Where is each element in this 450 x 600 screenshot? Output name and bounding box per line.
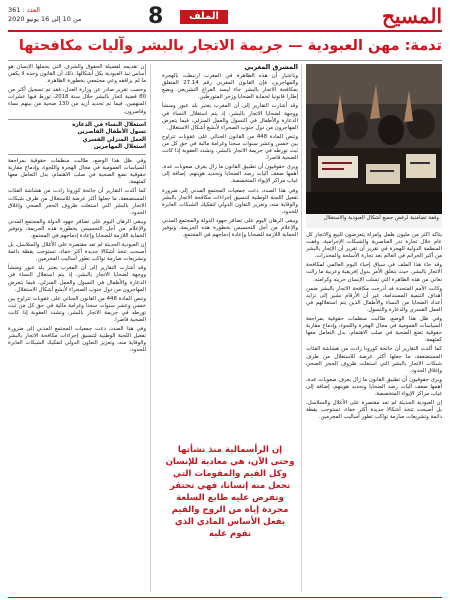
headline-kicker: تدمة: مهن العبودية <box>307 38 442 54</box>
col2-paragraph: وتنص المادة 448 من القانون الجنائي على عقوبات تتراوح بين خمس وعشر سنوات سجنا وغرامة مالية في حق كل من ثبت تورطه في جريمة الاتجار بالبشر، وتشدد العقوبة إذا كانت الضحية قاصرا. <box>162 133 298 162</box>
issue-info <box>8 6 81 24</box>
pull-quote-text: إن الرأسمالية منذ نشأتها وحتى الآن، هي معادية للإنسان وكل القيم والمقومات التي تجعل منه إنسانا، فهي تحتقر وتفرض عليه طابع السلعة مجردة إياه من الروح والقيم بفعل الأساس المادي الذي تقوم عليه <box>165 445 295 539</box>
forms-list-item: تسول الأطفال القاصرين <box>77 129 146 136</box>
col1-paragraph: ويرى حقوقيون أن تطبيق القانون ما زال يعرف صعوبات عدة، أهمها ضعف آليات رصد الضحايا وتحديد هويتهم، إضافة إلى غياب مراكز الإيواء المتخصصة. <box>306 376 442 397</box>
headline-band <box>8 36 442 58</box>
article-column-2 <box>162 64 298 436</box>
forms-list-item: استغلال المهاجرين <box>93 144 146 151</box>
article-column-1 <box>306 232 442 592</box>
protest-photo-icon <box>306 64 442 214</box>
photo-caption: وقفة تضامنية لرفض جميع أشكال العبودية والاستغلال <box>306 214 442 228</box>
masthead <box>8 4 442 30</box>
page-footer-rule <box>8 597 442 598</box>
col2-paragraph: وباعتبار أن هذه الظاهرة في المغرب ارتبطت بالهجرة والمهاجرين، فإن القانون المغربي رقم 27.14 المتعلق بمكافحة الاتجار بالبشر جاء ليسد الفراغ التشريعي ويضع إطارا قانونيا لحماية الضحايا وزجر المتورطين. <box>162 73 298 101</box>
col3-paragraph: وفي هذا الصدد، دعت جمعيات المجتمع المدني إلى ضرورة تفعيل اللجنة الوطنية لتنسيق إجراءات مكافحة الاتجار بالبشر والوقاية منه، وتعزيز التعاون الدولي لتفكيك الشبكات العابرة للحدود. <box>8 326 146 354</box>
headline-rest: — جريمة الاتجار بالبشر وآليات مكافحتها <box>18 38 308 54</box>
issue-date: من 10 إلى 16 يونيو 2020 <box>8 15 82 23</box>
col1-paragraph: إن العبودية الحديثة لم تعد مقتصرة على الأغلال والسلاسل، بل أصبحت تتخذ أشكالا جديدة أكثر خفاء، تستوجب يقظة دائمة وتشريعات صارمة تواكب تطور أساليب المجرمين. <box>306 400 442 421</box>
col3-paragraph: وفي ظل هذا الوضع، طالبت منظمات حقوقية بمراجعة السياسات العمومية في مجال الهجرة واللجوء، وإدماج مقاربة حقوقية تضع الضحية في صلب الاهتمام، بدل التعامل معها كمتهمة. <box>8 158 146 186</box>
pull-quote <box>162 440 298 592</box>
col3-paragraph: ويبقى الرهان اليوم على تضافر جهود الدولة والمجتمع المدني والإعلام من أجل التحسيس بخطورة هذه الجريمة، وتوفير الحماية اللازمة للضحايا وإعادة إدماجهم في المجتمع. <box>8 218 146 239</box>
headline-rule <box>8 60 442 61</box>
col1-paragraph: كما أكدت التقارير أن جائحة كورونا زادت من هشاشة الفئات المستضعفة، ما جعلها أكثر عرضة للاستغلال من طرف شبكات الاتجار بالبشر التي استغلت ظروف الحجر الصحي وإغلاق الحدود. <box>306 346 442 374</box>
col1-paragraph: وقد جاء هذا الملف في سياق إحياء اليوم العالمي لمكافحة الاتجار بالبشر، حيث يتعلق الأمر بدول إفريقية وعربية ما زالت تعاني من هذه الظاهرة التي تسلب الإنسان حريته وكرامته. <box>306 262 442 283</box>
column-divider <box>301 64 302 592</box>
section-tag: الملف <box>180 10 228 24</box>
col2-paragraph: ويرى حقوقيون أن تطبيق القانون ما زال يعرف صعوبات عدة، أهمها ضعف آليات رصد الضحايا وتحديد هويتهم، إضافة إلى غياب مراكز الإيواء المتخصصة. <box>162 164 298 185</box>
page-number: 8 <box>148 4 164 29</box>
forms-list-box <box>8 119 146 155</box>
forms-list-item: استغلال النساء في الدعارة <box>72 121 146 128</box>
article-photo <box>306 64 442 214</box>
col3-paragraph: وحسب تقرير صادر عن وزارة العدل، فقد تم تسجيل أكثر من 80 قضية اتجار بالبشر خلال سنة 2018، تورط فيها عشرات المتهمين، فيما تم تحديد أزيد من 130 ضحية من بينهم نساء وقاصرون. <box>8 87 146 115</box>
col2-paragraph: وفي هذا الصدد، دعت جمعيات المجتمع المدني إلى ضرورة تفعيل اللجنة الوطنية لتنسيق إجراءات مكافحة الاتجار بالبشر والوقاية منه، وتعزيز التعاون الدولي لتفكيك الشبكات العابرة للحدود. <box>162 187 298 215</box>
col1-paragraph: وكانت الأمم المتحدة قد أدرجت مكافحة الاتجار بالبشر ضمن أهداف التنمية المستدامة، غير أن الأرقام تشير إلى تزايد أعداد الضحايا من النساء والأطفال الذين يتم استغلالهم في العمل القسري والدعارة والتسول. <box>306 285 442 313</box>
article-headline <box>19 36 442 56</box>
newspaper-logo: المسيح <box>382 4 442 28</box>
byline: المشرق المغربي <box>244 64 298 71</box>
masthead-rule <box>8 30 442 32</box>
col2-paragraph: وقد أشارت التقارير إلى أن المغرب يعتبر بلد عبور ومنشأ ووجهة لضحايا الاتجار بالبشر، إذ يتم استغلال النساء في الدعارة والأطفال في التسول والعمل المنزلي، فيما يتعرض المهاجرون من دول جنوب الصحراء لأبشع أشكال الاستغلال. <box>162 103 298 131</box>
column-divider <box>150 64 151 592</box>
article-column-3 <box>8 64 146 592</box>
col1-paragraph: يتأكد أكثر من مليون طفل وامرأة يتعرضون للبيع والاتجار كل عام خلال تجارة تدر العناصرية والشبكات الإجرامية، وقفت المنظمة الدولية للهجرة في تقرير أن تقرير أن الإتجار بالبشر من أكبر الجرائم في العالم بعد تجارة الأسلحة والمخدرات. <box>306 232 442 260</box>
col3-paragraph: وقد أشارت التقارير إلى أن المغرب يعتبر بلد عبور ومنشأ ووجهة لضحايا الاتجار بالبشر، إذ يتم استغلال النساء في الدعارة والأطفال في التسول والعمل المنزلي، فيما يتعرض المهاجرون من دول جنوب الصحراء لأبشع أشكال الاستغلال. <box>8 265 146 293</box>
col3-paragraph: كما أكدت التقارير أن جائحة كورونا زادت من هشاشة الفئات المستضعفة، ما جعلها أكثر عرضة للاستغلال من طرف شبكات الاتجار بالبشر التي استغلت ظروف الحجر الصحي وإغلاق الحدود. <box>8 188 146 216</box>
forms-list-item: العمل المنزلي القسري <box>82 136 146 143</box>
issue-label: العدد : <box>22 6 40 14</box>
col1-paragraph: وفي ظل هذا الوضع، طالبت منظمات حقوقية بمراجعة السياسات العمومية في مجال الهجرة واللجوء، وإدماج مقاربة حقوقية تضع الضحية في صلب الاهتمام، بدل التعامل معها كمتهمة. <box>306 316 442 344</box>
issue-number: 361 <box>8 6 21 14</box>
col3-paragraph: وتنص المادة 448 من القانون الجنائي على عقوبات تتراوح بين خمس وعشر سنوات سجنا وغرامة مالية في حق كل من ثبت تورطه في جريمة الاتجار بالبشر، وتشدد العقوبة إذا كانت الضحية قاصرا. <box>8 295 146 323</box>
col2-paragraph: ويبقى الرهان اليوم على تضافر جهود الدولة والمجتمع المدني والإعلام من أجل التحسيس بخطورة هذه الجريمة، وتوفير الحماية اللازمة للضحايا وإعادة إدماجهم في المجتمع. <box>162 217 298 239</box>
col3-paragraph: إن العبودية الحديثة لم تعد مقتصرة على الأغلال والسلاسل، بل أصبحت تتخذ أشكالا جديدة أكثر خفاء، تستوجب يقظة دائمة وتشريعات صارمة تواكب تطور أساليب المجرمين. <box>8 242 146 263</box>
col3-paragraph: إن تقديمه لفضيلة الحقوق والشرف التي يحملها الإنسان هو أساس نبذ العبودية بكل أشكالها، ذلك أن القانون وحده لا يكفي ما لم يرافقه وعي مجتمعي بخطورة الظاهرة. <box>8 64 146 85</box>
